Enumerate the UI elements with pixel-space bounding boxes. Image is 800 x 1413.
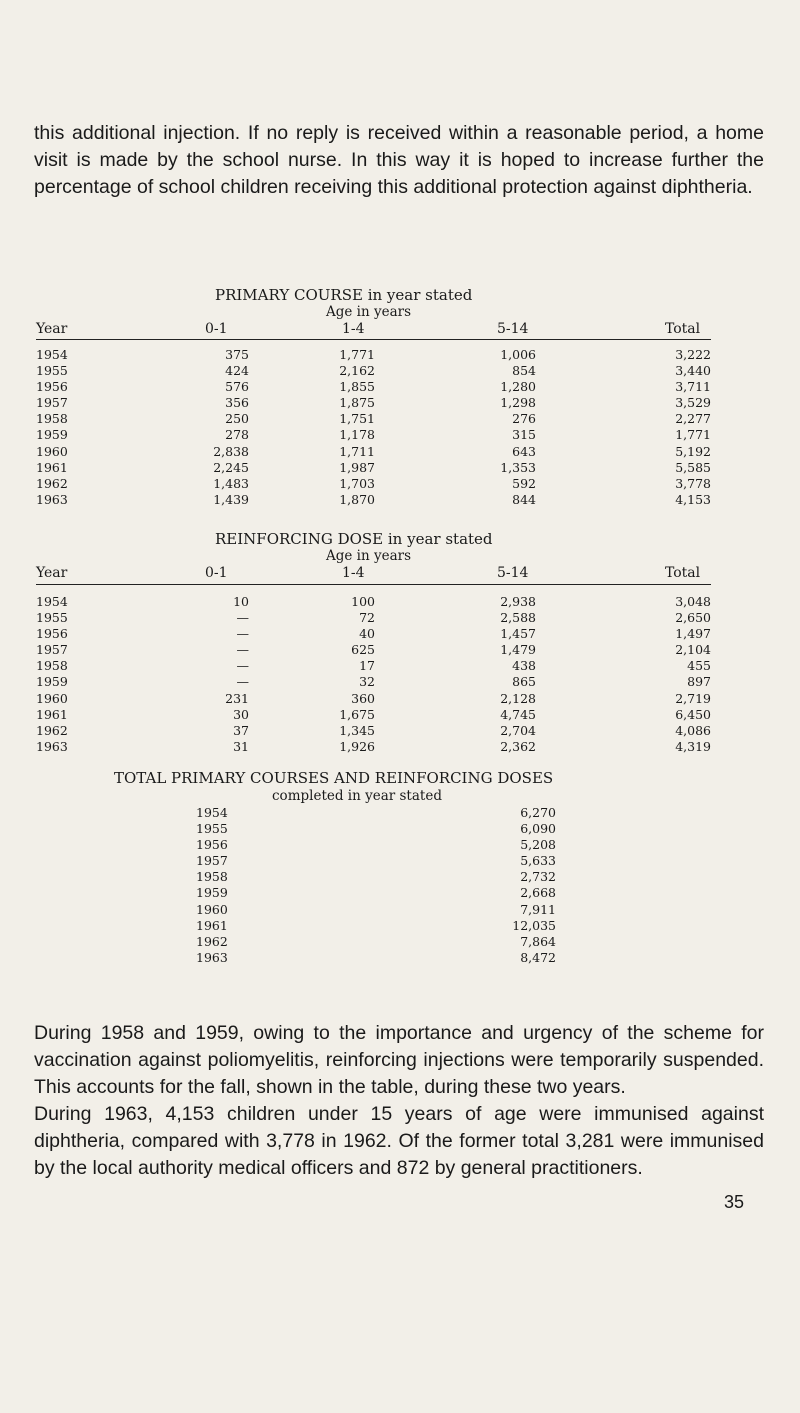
cell-age-1-4: 40 bbox=[359, 626, 375, 642]
cell-total: 3,529 bbox=[675, 395, 711, 411]
cell-age-0-1: — bbox=[236, 658, 249, 674]
table-row bbox=[36, 626, 711, 642]
cell-age-5-14: 1,353 bbox=[500, 459, 536, 475]
table-row bbox=[196, 918, 556, 934]
cell-total: 5,208 bbox=[520, 837, 556, 853]
cell-age-0-1: 231 bbox=[225, 690, 249, 706]
cell-age-1-4: 1,711 bbox=[339, 443, 375, 459]
table-subtitle: Age in years bbox=[326, 548, 412, 564]
cell-age-5-14: 315 bbox=[512, 427, 536, 443]
cell-total: 3,711 bbox=[675, 379, 711, 395]
cell-total: 2,277 bbox=[675, 411, 711, 427]
cell-total: 1,771 bbox=[675, 427, 711, 443]
cell-age-5-14: 276 bbox=[512, 411, 536, 427]
intro-paragraph: this additional injection. If no reply is received within a reasonable period, a home visit is made by the school nurse. In this way it is hoped to increase further the percentage of school children receiving this additional protection against diphtheria. bbox=[34, 122, 764, 198]
table-body bbox=[196, 805, 556, 966]
table-row bbox=[196, 869, 556, 885]
table-row bbox=[36, 594, 711, 610]
cell-age-1-4: 1,855 bbox=[339, 379, 375, 395]
cell-year: 1958 bbox=[36, 411, 68, 427]
cell-total: 4,319 bbox=[675, 738, 711, 754]
cell-age-0-1: 424 bbox=[225, 363, 249, 379]
cell-age-5-14: 643 bbox=[512, 443, 536, 459]
table-row bbox=[36, 723, 711, 739]
column-header-age-1-4: 1-4 bbox=[342, 321, 365, 337]
cell-total: 5,585 bbox=[675, 459, 711, 475]
page-number: 35 bbox=[724, 1192, 745, 1212]
table-row bbox=[196, 934, 556, 950]
cell-age-5-14: 2,588 bbox=[500, 610, 536, 626]
cell-year: 1961 bbox=[36, 706, 68, 722]
cell-age-5-14: 1,457 bbox=[500, 626, 536, 642]
cell-age-1-4: 360 bbox=[351, 690, 375, 706]
cell-total: 8,472 bbox=[520, 949, 556, 965]
cell-total: 4,153 bbox=[675, 491, 711, 507]
cell-age-1-4: 1,875 bbox=[339, 395, 375, 411]
cell-age-5-14: 4,745 bbox=[500, 706, 536, 722]
cell-age-5-14: 1,006 bbox=[500, 347, 536, 362]
table-row bbox=[196, 853, 556, 869]
cell-age-0-1: 37 bbox=[233, 722, 249, 738]
cell-total: 2,732 bbox=[520, 869, 556, 885]
cell-age-1-4: 32 bbox=[359, 674, 375, 690]
column-header-year: Year bbox=[36, 565, 68, 581]
cell-total: 12,035 bbox=[512, 917, 556, 933]
cell-year: 1954 bbox=[196, 805, 228, 820]
cell-age-1-4: 1,771 bbox=[339, 347, 375, 362]
cell-year: 1956 bbox=[36, 626, 68, 642]
cell-age-0-1: 1,483 bbox=[213, 475, 249, 491]
cell-age-5-14: 2,704 bbox=[500, 722, 536, 738]
table-row bbox=[36, 347, 711, 363]
cell-age-0-1: 576 bbox=[225, 379, 249, 395]
cell-year: 1956 bbox=[196, 837, 228, 853]
column-header-age-5-14: 5-14 bbox=[497, 321, 529, 337]
cell-year: 1962 bbox=[36, 722, 68, 738]
table-body bbox=[36, 594, 711, 755]
cell-year: 1962 bbox=[196, 933, 228, 949]
table-row bbox=[36, 379, 711, 395]
table-row bbox=[196, 950, 556, 966]
cell-total: 455 bbox=[687, 658, 711, 674]
cell-total: 2,719 bbox=[675, 690, 711, 706]
cell-year: 1954 bbox=[36, 594, 68, 609]
cell-age-0-1: — bbox=[236, 642, 249, 658]
cell-age-0-1: 2,245 bbox=[213, 459, 249, 475]
cell-age-0-1: — bbox=[236, 626, 249, 642]
column-header-year: Year bbox=[36, 321, 68, 337]
cell-age-5-14: 844 bbox=[512, 491, 536, 507]
cell-age-1-4: 1,987 bbox=[339, 459, 375, 475]
cell-age-5-14: 2,938 bbox=[500, 594, 536, 609]
table-title: PRIMARY COURSE in year stated bbox=[215, 286, 473, 304]
cell-total: 897 bbox=[687, 674, 711, 690]
column-header-age-1-4: 1-4 bbox=[342, 565, 365, 581]
cell-age-5-14: 2,362 bbox=[500, 738, 536, 754]
cell-year: 1959 bbox=[36, 427, 68, 443]
header-rule bbox=[36, 584, 711, 585]
table-row bbox=[36, 658, 711, 674]
cell-age-5-14: 854 bbox=[512, 363, 536, 379]
cell-year: 1959 bbox=[196, 885, 228, 901]
cell-age-1-4: 1,178 bbox=[339, 427, 375, 443]
cell-age-0-1: 278 bbox=[225, 427, 249, 443]
cell-year: 1960 bbox=[196, 901, 228, 917]
cell-year: 1961 bbox=[196, 917, 228, 933]
cell-age-0-1: 356 bbox=[225, 395, 249, 411]
column-header-age-5-14: 5-14 bbox=[497, 565, 529, 581]
cell-year: 1962 bbox=[36, 475, 68, 491]
cell-age-0-1: 10 bbox=[233, 594, 249, 609]
table-subtitle: Age in years bbox=[326, 304, 412, 320]
table-row bbox=[36, 739, 711, 755]
cell-total: 2,104 bbox=[675, 642, 711, 658]
cell-total: 7,864 bbox=[520, 933, 556, 949]
table-row bbox=[36, 642, 711, 658]
cell-age-0-1: 2,838 bbox=[213, 443, 249, 459]
cell-year: 1963 bbox=[36, 491, 68, 507]
table-row bbox=[196, 821, 556, 837]
cell-age-1-4: 72 bbox=[359, 610, 375, 626]
cell-year: 1957 bbox=[36, 642, 68, 658]
table-subtitle: completed in year stated bbox=[272, 788, 442, 804]
cell-total: 3,222 bbox=[675, 347, 711, 362]
cell-year: 1960 bbox=[36, 443, 68, 459]
cell-total: 6,270 bbox=[520, 805, 556, 820]
paragraph-1958-1959: During 1958 and 1959, owing to the importance and urgency of the scheme for vaccination against poliomyelitis, reinforcing injections were temporarily suspended. This accounts for the fall, shown in the table, during these two years. bbox=[34, 1022, 764, 1098]
cell-age-1-4: 2,162 bbox=[339, 363, 375, 379]
cell-year: 1963 bbox=[196, 949, 228, 965]
cell-year: 1954 bbox=[36, 347, 68, 362]
cell-age-5-14: 865 bbox=[512, 674, 536, 690]
table-row bbox=[196, 885, 556, 901]
cell-year: 1957 bbox=[196, 853, 228, 869]
table-row bbox=[36, 707, 711, 723]
table-row bbox=[36, 460, 711, 476]
cell-year: 1956 bbox=[36, 379, 68, 395]
cell-age-0-1: — bbox=[236, 674, 249, 690]
cell-year: 1959 bbox=[36, 674, 68, 690]
cell-age-1-4: 1,926 bbox=[339, 738, 375, 754]
cell-age-0-1: — bbox=[236, 610, 249, 626]
cell-total: 2,668 bbox=[520, 885, 556, 901]
table-row bbox=[36, 363, 711, 379]
cell-age-1-4: 100 bbox=[351, 594, 375, 609]
cell-year: 1955 bbox=[36, 363, 68, 379]
cell-age-1-4: 625 bbox=[351, 642, 375, 658]
cell-total: 3,048 bbox=[675, 594, 711, 609]
cell-total: 7,911 bbox=[520, 901, 556, 917]
cell-age-0-1: 31 bbox=[233, 738, 249, 754]
table-row bbox=[36, 610, 711, 626]
table-body bbox=[36, 347, 711, 508]
cell-age-5-14: 1,280 bbox=[500, 379, 536, 395]
cell-age-5-14: 438 bbox=[512, 658, 536, 674]
table-row bbox=[196, 805, 556, 821]
cell-total: 4,086 bbox=[675, 722, 711, 738]
cell-age-0-1: 30 bbox=[233, 706, 249, 722]
table-row bbox=[36, 411, 711, 427]
cell-year: 1957 bbox=[36, 395, 68, 411]
cell-year: 1961 bbox=[36, 459, 68, 475]
table-title: TOTAL PRIMARY COURSES AND REINFORCING DOSES bbox=[114, 769, 554, 787]
cell-total: 1,497 bbox=[675, 626, 711, 642]
table-row bbox=[36, 674, 711, 690]
cell-year: 1958 bbox=[36, 658, 68, 674]
column-header-total: Total bbox=[665, 321, 701, 337]
cell-total: 6,090 bbox=[520, 821, 556, 837]
cell-total: 2,650 bbox=[675, 610, 711, 626]
cell-year: 1960 bbox=[36, 690, 68, 706]
cell-age-1-4: 17 bbox=[359, 658, 375, 674]
table-row bbox=[36, 444, 711, 460]
cell-age-1-4: 1,675 bbox=[339, 706, 375, 722]
table-row bbox=[36, 395, 711, 411]
cell-age-1-4: 1,870 bbox=[339, 491, 375, 507]
cell-age-1-4: 1,345 bbox=[339, 722, 375, 738]
cell-age-5-14: 2,128 bbox=[500, 690, 536, 706]
cell-age-5-14: 592 bbox=[512, 475, 536, 491]
header-rule bbox=[36, 339, 711, 340]
cell-total: 3,778 bbox=[675, 475, 711, 491]
table-row bbox=[196, 837, 556, 853]
cell-total: 5,633 bbox=[520, 853, 556, 869]
column-header-total: Total bbox=[665, 565, 701, 581]
cell-age-5-14: 1,298 bbox=[500, 395, 536, 411]
column-header-age-0-1: 0-1 bbox=[205, 565, 228, 581]
table-row bbox=[196, 902, 556, 918]
cell-year: 1955 bbox=[196, 821, 228, 837]
table-row bbox=[36, 691, 711, 707]
cell-year: 1955 bbox=[36, 610, 68, 626]
cell-total: 5,192 bbox=[675, 443, 711, 459]
cell-year: 1958 bbox=[196, 869, 228, 885]
column-header-age-0-1: 0-1 bbox=[205, 321, 228, 337]
cell-age-0-1: 250 bbox=[225, 411, 249, 427]
cell-age-1-4: 1,751 bbox=[339, 411, 375, 427]
cell-age-5-14: 1,479 bbox=[500, 642, 536, 658]
cell-age-0-1: 1,439 bbox=[213, 491, 249, 507]
table-row bbox=[36, 492, 711, 508]
table-title: REINFORCING DOSE in year stated bbox=[215, 530, 493, 548]
cell-age-1-4: 1,703 bbox=[339, 475, 375, 491]
cell-age-0-1: 375 bbox=[225, 347, 249, 362]
cell-total: 3,440 bbox=[675, 363, 711, 379]
cell-total: 6,450 bbox=[675, 706, 711, 722]
table-row bbox=[36, 427, 711, 443]
cell-year: 1963 bbox=[36, 738, 68, 754]
table-row bbox=[36, 476, 711, 492]
paragraph-1963: During 1963, 4,153 children under 15 years of age were immunised against diphtheria, compared with 3,778 in 1962. Of the former total 3,281 were immunised by the local authority medical officers and 872 by general practitioners. bbox=[34, 1103, 764, 1179]
